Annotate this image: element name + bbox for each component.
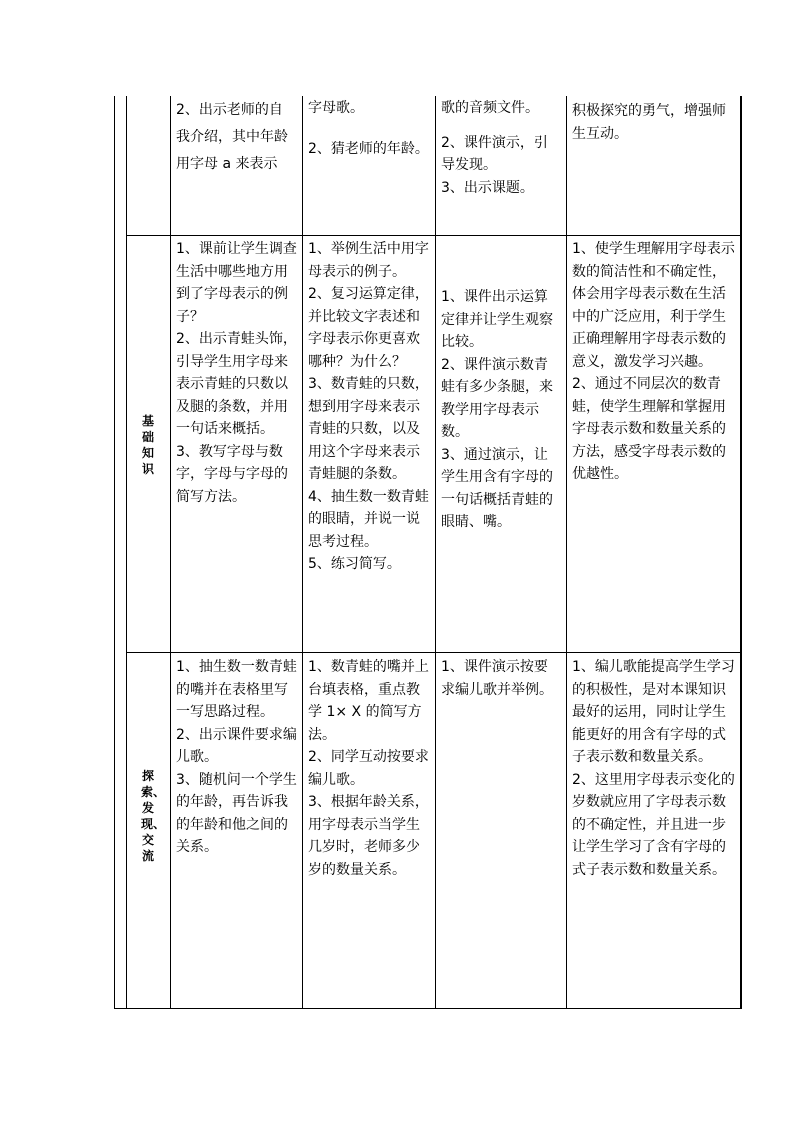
- row3-intent-line: 1、编儿歌能提高学生学习的积极性，是对本课知识最好的运用，同时让学生能更好的用含有字母的式子表示数和数量关系。: [572, 659, 735, 765]
- row1-intent-line: 积极探究的勇气，增强师生互动。: [572, 103, 726, 142]
- row3-teacher-cell: [176, 656, 299, 859]
- row1-media-line: 歌的音频文件。: [441, 100, 539, 116]
- table-border-left-inner: [126, 96, 127, 1009]
- row2-student-line: 5、练习简写。: [308, 556, 401, 572]
- row2-stage-label: 基础知识: [141, 414, 154, 476]
- row2-media-line: 2、课件演示数青蛙有多少条腿，来教学用字母表示数。: [441, 356, 553, 440]
- table-divider-student: [435, 96, 436, 1009]
- table-divider-teacher: [302, 96, 303, 1009]
- table-row-divider-1: [126, 235, 741, 236]
- row3-student-line: 3、根据年龄关系，用字母表示当学生几岁时，老师多少岁的数量关系。: [308, 794, 429, 878]
- row2-media-cell: [441, 286, 561, 534]
- row3-teacher-line: 2、出示课件要求编儿歌。: [176, 726, 297, 765]
- row2-intent-cell: [572, 238, 736, 486]
- table-border-bottom: [114, 1008, 741, 1009]
- row2-teacher-cell: [176, 238, 299, 508]
- row3-intent-cell: [572, 656, 736, 881]
- table-border-left-outer: [114, 96, 115, 1009]
- table-border-right: [740, 96, 742, 1009]
- row2-student-cell: [308, 238, 431, 576]
- row2-media-line: 3、通过演示，让学生用含有字母的一句话概括青蛙的眼睛、嘴。: [441, 446, 553, 530]
- row1-student-cell: [308, 97, 430, 160]
- row3-student-line: 2、同学互动按要求编儿歌。: [308, 749, 429, 788]
- row2-intent-line: 1、使学生理解用字母表示数的简洁性和不确定性，体会用字母表示数在生活中的广泛应用，利于学生正确理解用字母表示数的意义，激发学习兴趣。: [572, 241, 735, 370]
- row1-media-line: 3、出示课题。: [441, 179, 534, 196]
- row2-teacher-line: 1、课前让学生调查生活中哪些地方用到了字母表示的例子？: [176, 241, 297, 325]
- row3-media-cell: [441, 656, 561, 701]
- table-row-divider-2: [126, 652, 741, 653]
- row3-teacher-line: 1、抽生数一数青蛙的嘴并在表格里写一写思路过程。: [176, 659, 297, 720]
- row3-teacher-line: 3、随机问一个学生的年龄，再告诉我的年龄和他之间的关系。: [176, 771, 297, 855]
- row2-intent-line: 2、通过不同层次的数青蛙，使学生理解和掌握用字母表示数和数量关系的方法，感受字母表示数的优越性。: [572, 376, 726, 482]
- row1-media-cell: [441, 97, 561, 199]
- row2-media-line: 1、课件出示运算定律并让学生观察比较。: [441, 289, 553, 350]
- row2-teacher-line: 3、教写字母与数字，字母与字母的简写方法。: [176, 443, 288, 505]
- row3-media-line: 1、课件演示按要求编儿歌并举例。: [441, 659, 553, 698]
- row1-teacher-cell: [176, 97, 296, 178]
- row1-student-line: 字母歌。: [308, 100, 364, 116]
- table-divider-media: [566, 96, 567, 1009]
- row1-intent-cell: [572, 100, 736, 145]
- row1-student-line: 2、猜老师的年龄。: [308, 140, 429, 157]
- row2-student-line: 1、举例生活中用字母表示的例子。: [308, 241, 429, 280]
- row2-student-line: 4、抽生数一数青蛙的眼睛，并说一说思考过程。: [308, 488, 429, 550]
- row3-student-line: 1、数青蛙的嘴并上台填表格，重点教学 1× X 的简写方法。: [308, 659, 429, 743]
- row3-intent-line: 2、这里用字母表示变化的岁数就应用了字母表示数的不确定性，并且进一步让学生学习了含有字母的式子表示数和数量关系。: [572, 771, 735, 878]
- row2-teacher-line: 2、出示青蛙头饰，引导学生用字母来表示青蛙的只数以及腿的条数，并用一句话来概括。: [176, 331, 297, 437]
- table-divider-stage: [170, 96, 171, 1009]
- row3-stage-label: 探索、发现、交流: [141, 769, 166, 863]
- row3-student-cell: [308, 656, 431, 881]
- row1-teacher-line: 2、出示老师的自我介绍，其中年龄用字母 a 来表示: [176, 102, 288, 172]
- row1-media-line: 2、课件演示，引导发现。: [441, 134, 548, 173]
- row2-student-line: 2、复习运算定律，并比较文字表述和字母表示你更喜欢哪种？为什么？: [308, 286, 429, 370]
- row2-student-line: 3、数青蛙的只数，想到用字母来表示青蛙的只数，以及用这个字母来表示青蛙腿的条数。: [308, 376, 429, 482]
